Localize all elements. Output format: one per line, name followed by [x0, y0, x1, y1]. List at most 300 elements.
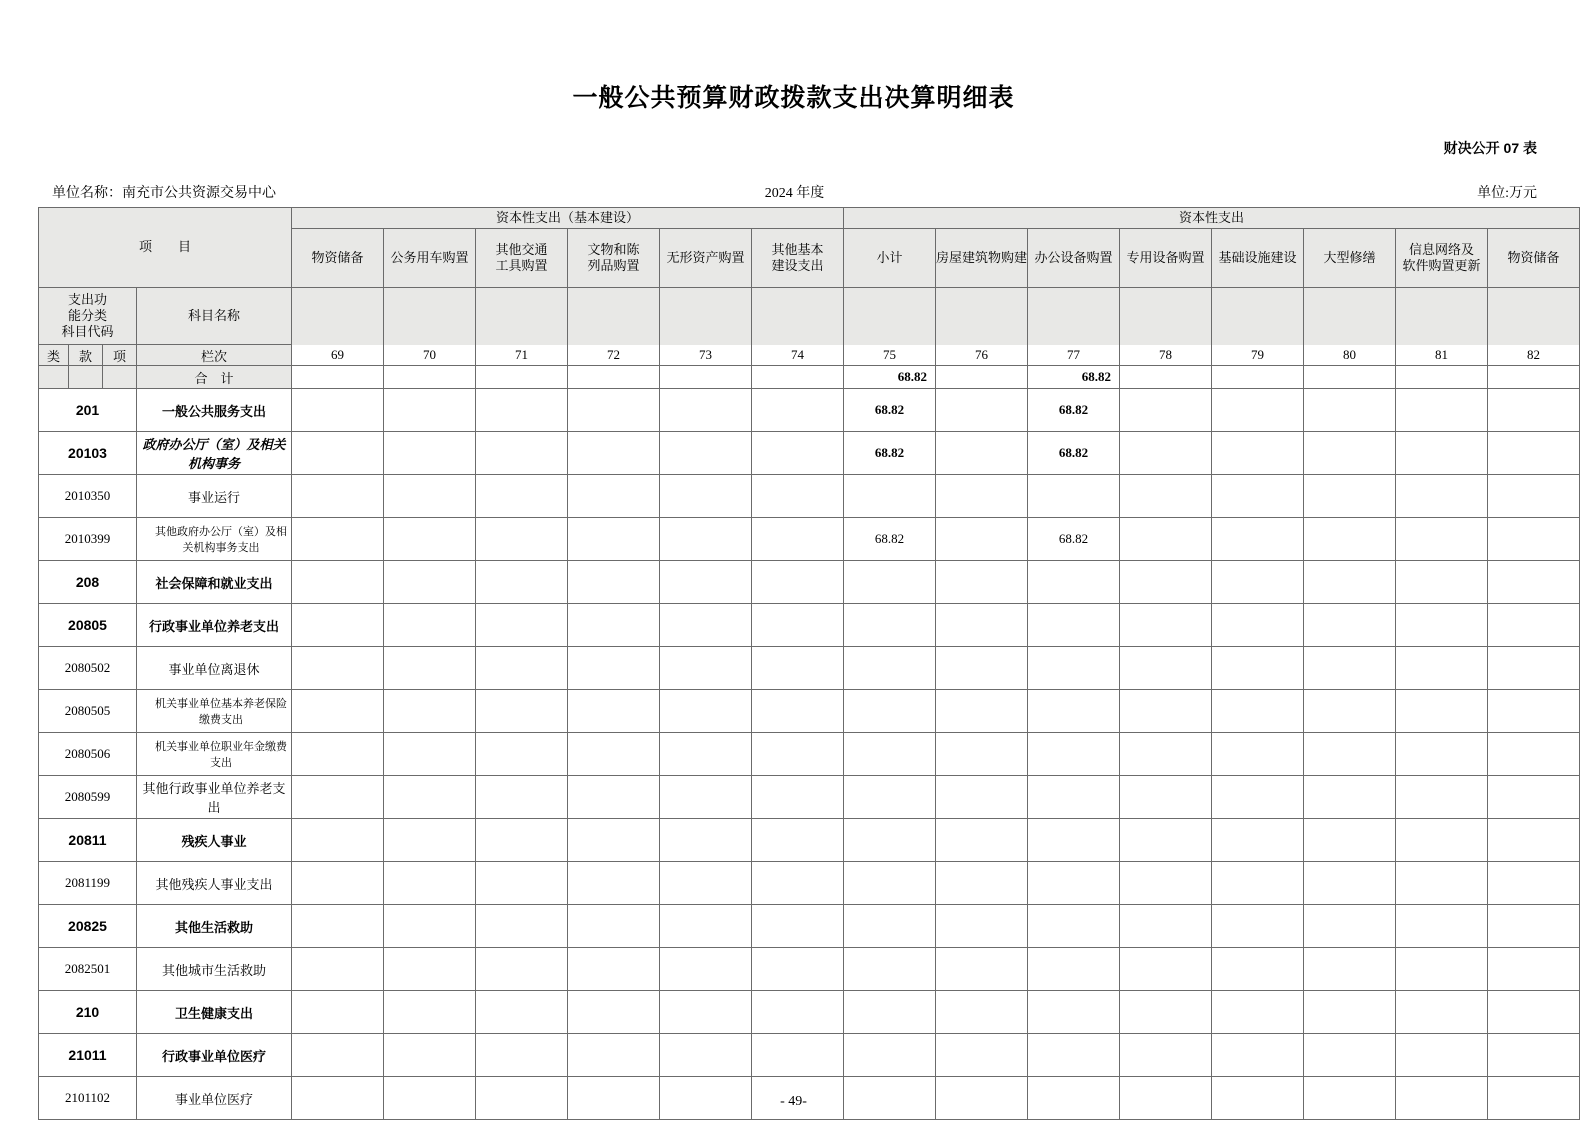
table-row — [39, 475, 1580, 518]
column-header-73: 无形资产购置 — [660, 229, 752, 288]
row-subject-name: 社会保障和就业支出 — [137, 561, 292, 604]
column-header-74: 其他基本 建设支出 — [752, 229, 844, 288]
cell-80 — [1304, 690, 1396, 733]
cell-76 — [936, 432, 1028, 475]
col-lei: 类 — [39, 345, 69, 366]
cell-75 — [844, 475, 936, 518]
cell-75: 68.82 — [844, 389, 936, 432]
cell-79 — [1212, 991, 1304, 1034]
table-row — [39, 862, 1580, 905]
cell-78 — [1120, 647, 1212, 690]
lane-number-71: 71 — [476, 345, 568, 366]
lane-number-75: 75 — [844, 345, 936, 366]
cell-69 — [292, 733, 384, 776]
cell-72 — [568, 690, 660, 733]
cell-80 — [1304, 604, 1396, 647]
total-value-73 — [660, 366, 752, 389]
row-subject-name: 事业单位医疗 — [137, 1077, 292, 1120]
lane-number-78: 78 — [1120, 345, 1212, 366]
table-row — [39, 690, 1580, 733]
cell-74 — [752, 432, 844, 475]
cell-76 — [936, 948, 1028, 991]
cell-79 — [1212, 862, 1304, 905]
cell-77 — [1028, 862, 1120, 905]
cell-69 — [292, 475, 384, 518]
cell-72 — [568, 733, 660, 776]
cell-71 — [476, 604, 568, 647]
cell-78 — [1120, 518, 1212, 561]
cell-77 — [1028, 1034, 1120, 1077]
cell-69 — [292, 819, 384, 862]
cell-72 — [568, 819, 660, 862]
cell-82 — [1488, 948, 1580, 991]
form-code: 财决公开 07 表 — [1443, 140, 1537, 156]
cell-75 — [844, 690, 936, 733]
cell-73 — [660, 776, 752, 819]
cell-73 — [660, 561, 752, 604]
cell-74 — [752, 819, 844, 862]
total-label: 合 计 — [137, 366, 292, 389]
cell-75 — [844, 948, 936, 991]
cell-70 — [384, 1034, 476, 1077]
cell-82 — [1488, 1034, 1580, 1077]
row-code: 20825 — [39, 905, 137, 948]
cell-75 — [844, 733, 936, 776]
cell-73 — [660, 1034, 752, 1077]
cell-77 — [1028, 905, 1120, 948]
cell-70 — [384, 733, 476, 776]
cell-75 — [844, 862, 936, 905]
cell-81 — [1396, 518, 1488, 561]
cell-70 — [384, 991, 476, 1034]
cell-81 — [1396, 604, 1488, 647]
cell-76 — [936, 1034, 1028, 1077]
cell-77 — [1028, 604, 1120, 647]
column-header-80: 大型修缮 — [1304, 229, 1396, 288]
row-code: 2010399 — [39, 518, 137, 561]
cell-79 — [1212, 475, 1304, 518]
unit-name: 单位名称：南充市公共资源交易中心 — [52, 186, 276, 201]
cell-82 — [1488, 776, 1580, 819]
cell-76 — [936, 647, 1028, 690]
table-row — [39, 518, 1580, 561]
cell-80 — [1304, 389, 1396, 432]
column-header-71: 其他交通 工具购置 — [476, 229, 568, 288]
cell-70 — [384, 776, 476, 819]
cell-69 — [292, 561, 384, 604]
cell-72 — [568, 389, 660, 432]
cell-77 — [1028, 948, 1120, 991]
cell-71 — [476, 561, 568, 604]
cell-69 — [292, 690, 384, 733]
cell-74 — [752, 604, 844, 647]
cell-74 — [752, 948, 844, 991]
row-code: 2101102 — [39, 1077, 137, 1120]
cell-79 — [1212, 518, 1304, 561]
table-row — [39, 948, 1580, 991]
cell-73 — [660, 819, 752, 862]
cell-70 — [384, 561, 476, 604]
cell-78 — [1120, 604, 1212, 647]
cell-75 — [844, 905, 936, 948]
row-subject-name: 政府办公厅（室）及相关机构事务 — [137, 432, 292, 475]
row-subject-name: 其他行政事业单位养老支出 — [137, 776, 292, 819]
row-subject-name: 机关事业单位基本养老保险缴费支出 — [137, 690, 292, 733]
table-row — [39, 647, 1580, 690]
cell-72 — [568, 561, 660, 604]
cell-74 — [752, 991, 844, 1034]
unit-of-measure: 单位:万元 — [1477, 186, 1537, 201]
cell-74 — [752, 905, 844, 948]
cell-75 — [844, 776, 936, 819]
row-code: 208 — [39, 561, 137, 604]
row-subject-name: 卫生健康支出 — [137, 991, 292, 1034]
cell-78 — [1120, 432, 1212, 475]
cell-82 — [1488, 991, 1580, 1034]
cell-73 — [660, 604, 752, 647]
total-value-72 — [568, 366, 660, 389]
cell-77: 68.82 — [1028, 518, 1120, 561]
cell-72 — [568, 432, 660, 475]
cell-75 — [844, 819, 936, 862]
lane-number-77: 77 — [1028, 345, 1120, 366]
cell-72 — [568, 948, 660, 991]
cell-82 — [1488, 475, 1580, 518]
page-title: 一般公共预算财政拨款支出决算明细表 — [572, 84, 1015, 112]
cell-80 — [1304, 991, 1396, 1034]
cell-81 — [1396, 905, 1488, 948]
cell-69 — [292, 948, 384, 991]
total-value-78 — [1120, 366, 1212, 389]
cell-79 — [1212, 690, 1304, 733]
row-code: 2080506 — [39, 733, 137, 776]
cell-69 — [292, 905, 384, 948]
total-value-82 — [1488, 366, 1580, 389]
table-body — [39, 208, 1580, 1120]
func-code-header: 支出功 能分类 科目代码 — [39, 288, 137, 345]
cell-81 — [1396, 862, 1488, 905]
column-header-82: 物资储备 — [1488, 229, 1580, 288]
cell-70 — [384, 948, 476, 991]
cell-79 — [1212, 1034, 1304, 1077]
total-value-69 — [292, 366, 384, 389]
column-header-69: 物资储备 — [292, 229, 384, 288]
cell-74 — [752, 733, 844, 776]
cell-70 — [384, 604, 476, 647]
total-value-71 — [476, 366, 568, 389]
cell-73 — [660, 475, 752, 518]
column-header-75: 小计 — [844, 229, 936, 288]
cell-69 — [292, 862, 384, 905]
row-code: 2081199 — [39, 862, 137, 905]
cell-78 — [1120, 1034, 1212, 1077]
cell-79 — [1212, 389, 1304, 432]
lane-number-72: 72 — [568, 345, 660, 366]
cell-76 — [936, 991, 1028, 1034]
lane-number-81: 81 — [1396, 345, 1488, 366]
cell-71 — [476, 948, 568, 991]
lane-number-74: 74 — [752, 345, 844, 366]
row-subject-name: 行政事业单位养老支出 — [137, 604, 292, 647]
cell-71 — [476, 819, 568, 862]
cell-75 — [844, 991, 936, 1034]
lane-number-80: 80 — [1304, 345, 1396, 366]
group-header-1: 资本性支出（基本建设） — [292, 208, 844, 229]
column-header-72: 文物和陈 列品购置 — [568, 229, 660, 288]
table-row — [39, 776, 1580, 819]
cell-71 — [476, 733, 568, 776]
cell-71 — [476, 905, 568, 948]
total-label-xiang — [103, 366, 137, 389]
cell-82 — [1488, 905, 1580, 948]
cell-76 — [936, 862, 1028, 905]
table-row — [39, 432, 1580, 475]
cell-70 — [384, 475, 476, 518]
cell-79 — [1212, 905, 1304, 948]
cell-82 — [1488, 733, 1580, 776]
row-code: 20103 — [39, 432, 137, 475]
cell-73 — [660, 905, 752, 948]
cell-71 — [476, 1034, 568, 1077]
column-header-78: 专用设备购置 — [1120, 229, 1212, 288]
cell-80 — [1304, 561, 1396, 604]
table-row — [39, 905, 1580, 948]
cell-81 — [1396, 991, 1488, 1034]
cell-80 — [1304, 1034, 1396, 1077]
cell-80 — [1304, 948, 1396, 991]
cell-71 — [476, 862, 568, 905]
table-row — [39, 389, 1580, 432]
cell-76 — [936, 475, 1028, 518]
total-value-76 — [936, 366, 1028, 389]
cell-78 — [1120, 948, 1212, 991]
cell-77 — [1028, 647, 1120, 690]
total-row — [39, 366, 1580, 389]
cell-82 — [1488, 647, 1580, 690]
column-header-76: 房屋建筑物购建 — [936, 229, 1028, 288]
cell-71 — [476, 432, 568, 475]
cell-74 — [752, 475, 844, 518]
row-subject-name: 残疾人事业 — [137, 819, 292, 862]
cell-81 — [1396, 690, 1488, 733]
table-row — [39, 819, 1580, 862]
cell-75 — [844, 604, 936, 647]
table-row — [39, 733, 1580, 776]
total-value-74 — [752, 366, 844, 389]
cell-78 — [1120, 561, 1212, 604]
total-value-80 — [1304, 366, 1396, 389]
col-kuan: 款 — [69, 345, 103, 366]
cell-72 — [568, 905, 660, 948]
cell-79 — [1212, 733, 1304, 776]
cell-70 — [384, 905, 476, 948]
row-code: 2080599 — [39, 776, 137, 819]
lane-spacer-69 — [292, 288, 384, 345]
cell-81 — [1396, 561, 1488, 604]
cell-81 — [1396, 733, 1488, 776]
cell-72 — [568, 518, 660, 561]
cell-78 — [1120, 991, 1212, 1034]
lane-spacer-79 — [1212, 288, 1304, 345]
cell-82 — [1488, 518, 1580, 561]
row-code: 201 — [39, 389, 137, 432]
cell-79 — [1212, 604, 1304, 647]
cell-70 — [384, 690, 476, 733]
cell-75: 68.82 — [844, 432, 936, 475]
cell-79 — [1212, 647, 1304, 690]
lane-number-73: 73 — [660, 345, 752, 366]
cell-81 — [1396, 819, 1488, 862]
cell-73 — [660, 948, 752, 991]
cell-76 — [936, 604, 1028, 647]
row-code: 2010350 — [39, 475, 137, 518]
cell-76 — [936, 561, 1028, 604]
row-code: 2082501 — [39, 948, 137, 991]
row-code: 2080502 — [39, 647, 137, 690]
cell-78 — [1120, 819, 1212, 862]
fiscal-year: 2024 年度 — [764, 186, 825, 201]
lane-spacer-75 — [844, 288, 936, 345]
row-code: 20811 — [39, 819, 137, 862]
cell-78 — [1120, 733, 1212, 776]
lane-spacer-81 — [1396, 288, 1488, 345]
cell-76 — [936, 518, 1028, 561]
cell-82 — [1488, 561, 1580, 604]
cell-82 — [1488, 432, 1580, 475]
cell-70 — [384, 862, 476, 905]
cell-74 — [752, 561, 844, 604]
cell-69 — [292, 1034, 384, 1077]
cell-74 — [752, 862, 844, 905]
cell-72 — [568, 647, 660, 690]
cell-73 — [660, 518, 752, 561]
cell-82 — [1488, 819, 1580, 862]
row-code: 2080505 — [39, 690, 137, 733]
cell-76 — [936, 819, 1028, 862]
cell-81 — [1396, 389, 1488, 432]
total-value-75: 68.82 — [844, 366, 936, 389]
cell-80 — [1304, 819, 1396, 862]
column-header-77: 办公设备购置 — [1028, 229, 1120, 288]
lane-spacer-77 — [1028, 288, 1120, 345]
cell-73 — [660, 389, 752, 432]
total-value-81 — [1396, 366, 1488, 389]
row-subject-name: 事业运行 — [137, 475, 292, 518]
cell-75 — [844, 561, 936, 604]
lane-number-70: 70 — [384, 345, 476, 366]
cell-78 — [1120, 690, 1212, 733]
cell-77 — [1028, 561, 1120, 604]
cell-77 — [1028, 776, 1120, 819]
table-row — [39, 604, 1580, 647]
cell-80 — [1304, 862, 1396, 905]
total-value-70 — [384, 366, 476, 389]
cell-77 — [1028, 991, 1120, 1034]
cell-70 — [384, 432, 476, 475]
cell-73 — [660, 690, 752, 733]
cell-81 — [1396, 475, 1488, 518]
cell-81 — [1396, 432, 1488, 475]
cell-72 — [568, 604, 660, 647]
cell-78 — [1120, 475, 1212, 518]
cell-73 — [660, 733, 752, 776]
lane-number-69: 69 — [292, 345, 384, 366]
header-row-codes — [39, 288, 1580, 345]
lane-spacer-76 — [936, 288, 1028, 345]
subject-name-header: 科目名称 — [137, 288, 292, 345]
cell-78 — [1120, 862, 1212, 905]
cell-77: 68.82 — [1028, 432, 1120, 475]
cell-80 — [1304, 432, 1396, 475]
row-subject-name: 其他政府办公厅（室）及相关机构事务支出 — [137, 518, 292, 561]
total-label-kuan — [69, 366, 103, 389]
meta-row — [52, 182, 1537, 200]
cell-72 — [568, 1034, 660, 1077]
cell-80 — [1304, 776, 1396, 819]
group-header-2: 资本性支出 — [844, 208, 1580, 229]
row-subject-name: 一般公共服务支出 — [137, 389, 292, 432]
cell-71 — [476, 776, 568, 819]
cell-70 — [384, 518, 476, 561]
cell-69 — [292, 518, 384, 561]
cell-76 — [936, 733, 1028, 776]
cell-69 — [292, 604, 384, 647]
row-subject-name: 机关事业单位职业年金缴费支出 — [137, 733, 292, 776]
cell-76 — [936, 776, 1028, 819]
row-code: 21011 — [39, 1034, 137, 1077]
row-subject-name: 行政事业单位医疗 — [137, 1034, 292, 1077]
cell-69 — [292, 776, 384, 819]
cell-70 — [384, 647, 476, 690]
table-row — [39, 561, 1580, 604]
cell-71 — [476, 518, 568, 561]
cell-71 — [476, 475, 568, 518]
cell-74 — [752, 1034, 844, 1077]
column-header-70: 公务用车购置 — [384, 229, 476, 288]
cell-76 — [936, 905, 1028, 948]
cell-78 — [1120, 776, 1212, 819]
cell-74 — [752, 690, 844, 733]
cell-69 — [292, 647, 384, 690]
cell-79 — [1212, 819, 1304, 862]
cell-80 — [1304, 475, 1396, 518]
cell-78 — [1120, 389, 1212, 432]
header-row-lanes — [39, 345, 1580, 366]
row-subject-name: 其他生活救助 — [137, 905, 292, 948]
cell-74 — [752, 776, 844, 819]
cell-79 — [1212, 776, 1304, 819]
col-xiang: 项 — [103, 345, 137, 366]
cell-77: 68.82 — [1028, 389, 1120, 432]
cell-74 — [752, 518, 844, 561]
item-header: 项 目 — [39, 208, 292, 288]
lane-spacer-74 — [752, 288, 844, 345]
cell-81 — [1396, 948, 1488, 991]
cell-82 — [1488, 604, 1580, 647]
cell-70 — [384, 819, 476, 862]
cell-75: 68.82 — [844, 518, 936, 561]
cell-75 — [844, 647, 936, 690]
lane-number-82: 82 — [1488, 345, 1580, 366]
lane-spacer-82 — [1488, 288, 1580, 345]
lane-spacer-73 — [660, 288, 752, 345]
cell-82 — [1488, 389, 1580, 432]
cell-71 — [476, 389, 568, 432]
total-label-lei — [39, 366, 69, 389]
cell-74 — [752, 389, 844, 432]
lane-number-79: 79 — [1212, 345, 1304, 366]
cell-71 — [476, 991, 568, 1034]
